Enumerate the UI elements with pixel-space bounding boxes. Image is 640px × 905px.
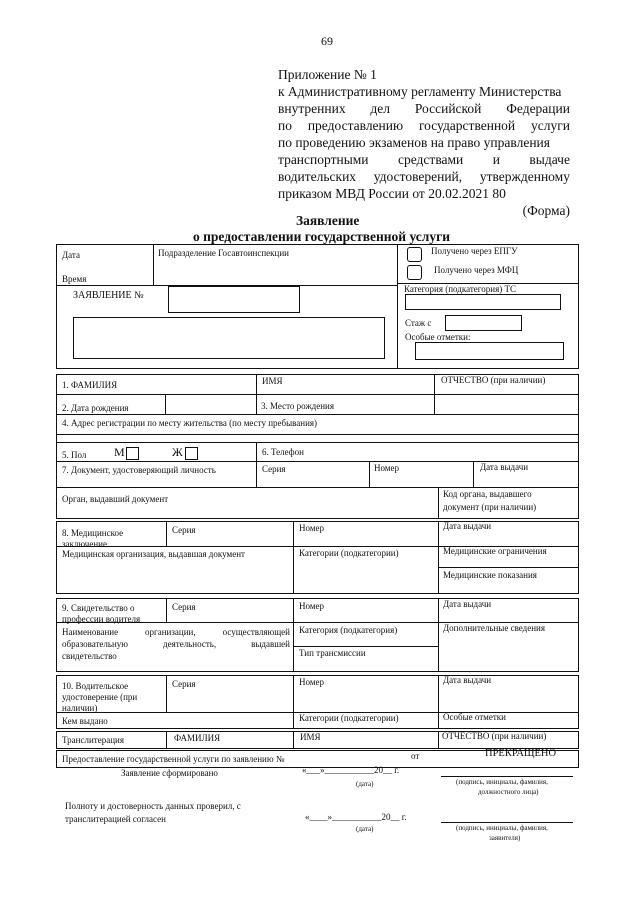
date-label: Дата xyxy=(62,250,80,260)
formed-date-caption: (дата) xyxy=(356,780,374,788)
appendix-word: транспортными xyxy=(278,152,369,167)
certificate-label-1: 9. Свидетельство о xyxy=(62,603,135,613)
applicant-signature-line[interactable] xyxy=(441,822,573,823)
applicant-signature-caption-2: заявителя) xyxy=(489,834,521,842)
issuer-code-label-1: Код органа, выдавшего xyxy=(443,489,532,499)
appendix-word: предоставлению xyxy=(307,118,404,133)
epgu-checkbox[interactable] xyxy=(407,247,422,262)
license-categories-label: Категории (подкатегории) xyxy=(299,713,399,723)
appendix-word: утвержденному xyxy=(479,169,570,184)
epgu-label: Получено через ЕПГУ xyxy=(431,246,518,256)
appendix-line-6 xyxy=(278,168,570,185)
certificate-org-label xyxy=(62,626,290,662)
issuer-code-label-2: документ (при наличии) xyxy=(443,502,537,512)
doc-subtitle: о предоставлении государственной услуги xyxy=(193,229,451,244)
certificate-issue-date-label: Дата выдачи xyxy=(443,599,492,609)
translit-label: Транслитерация xyxy=(62,735,124,745)
birth-date-label: 2. Дата рождения xyxy=(62,403,129,413)
page-number: 69 xyxy=(321,34,333,48)
address-label: 4. Адрес регистрации по месту жительства (по месту пребывания) xyxy=(62,418,318,428)
id-series-label: Серия xyxy=(262,464,286,474)
medical-label-1: 8. Медицинское xyxy=(62,528,124,538)
special-marks-label: Особые отметки: xyxy=(405,332,471,342)
mfc-label: Получено через МФЦ xyxy=(434,265,519,275)
appendix-word: государственной xyxy=(418,118,516,133)
application-number-field[interactable] xyxy=(168,286,300,313)
applicant-date-caption: (дата) xyxy=(356,825,374,833)
license-label-1: 10. Водительское xyxy=(62,681,129,691)
medical-series-label: Серия xyxy=(172,525,196,535)
appendix-word: выдаче xyxy=(529,152,570,167)
experience-field[interactable] xyxy=(445,315,522,331)
certificate-number-label: Номер xyxy=(299,601,325,611)
certificate-category-label: Категория (подкатегория) xyxy=(299,625,398,635)
applicant-date-field[interactable]: «____»___________20__ г. xyxy=(305,812,407,822)
certificate-label-2: профессии водителя xyxy=(62,614,141,624)
license-label-2: удостоверение (при xyxy=(62,692,138,702)
name-label: ИМЯ xyxy=(262,376,283,386)
license-number-label: Номер xyxy=(299,677,325,687)
doc-title: Заявление xyxy=(296,213,360,228)
appendix-word: дел xyxy=(370,101,391,116)
checked-label-2: транслитерацией согласен xyxy=(65,814,166,824)
female-label: Ж xyxy=(172,445,183,459)
appendix-word: удостоверений, xyxy=(373,169,463,184)
appendix-word: и xyxy=(492,152,500,167)
vehicle-category-label: Категория (подкатегория) ТС xyxy=(404,284,516,294)
medical-number-label: Номер xyxy=(299,523,325,533)
medical-label-2: заключение xyxy=(62,539,107,549)
medical-categories-label: Категории (подкатегории) xyxy=(299,548,399,558)
experience-label: Стаж с xyxy=(405,318,432,328)
translit-patronymic-label: ОТЧЕСТВО (при наличии) xyxy=(442,731,547,741)
appendix-word: водительских xyxy=(278,169,357,184)
official-signature-caption-2: должностного лица) xyxy=(478,788,539,796)
appendix-line-1: к Административному регламенту Министерства xyxy=(278,84,562,99)
id-number-label: Номер xyxy=(374,463,400,473)
transmission-label: Тип трансмиссии xyxy=(299,648,366,658)
applicant-signature-caption-1: (подпись, инициалы, фамилия, xyxy=(456,824,548,832)
sex-label: 5. Пол xyxy=(62,450,87,460)
appendix-title: Приложение № 1 xyxy=(278,67,377,82)
certificate-series-label: Серия xyxy=(172,602,196,612)
checked-label-1: Полнотy и достоверность данных проверил, с xyxy=(65,801,241,811)
license-special-label: Особые отметки xyxy=(443,712,506,722)
medical-indications-label: Медицинские показания xyxy=(443,570,537,580)
medical-restrictions-label: Медицинские ограничения xyxy=(443,546,547,556)
vehicle-category-field[interactable] xyxy=(405,294,561,310)
application-number-label: ЗАЯВЛЕНИЕ № xyxy=(73,290,144,301)
appendix-line-3 xyxy=(278,117,570,134)
certificate-org-word: деятельность, xyxy=(163,639,217,649)
service-label: Предоставление государственной услуги по заявлению № xyxy=(62,754,285,764)
appendix-word: по xyxy=(278,118,292,133)
translit-surname-label: ФАМИЛИЯ xyxy=(174,733,221,743)
issuer-label: Орган, выдавший документ xyxy=(62,494,169,504)
appendix-line-5 xyxy=(278,151,570,168)
id-issue-date-label: Дата выдачи xyxy=(480,462,529,472)
male-label: М xyxy=(114,445,125,459)
certificate-org-word: выдавшей xyxy=(251,639,290,649)
certificate-org-word: осуществляющей xyxy=(222,627,290,637)
license-issued-by-label: Кем выдано xyxy=(62,716,108,726)
certificate-org-word: организации, xyxy=(145,627,196,637)
formed-label: Заявление сформировано xyxy=(121,768,218,778)
appendix-word: внутренних xyxy=(278,101,346,116)
form-label: (Форма) xyxy=(522,203,570,218)
certificate-org-word: образовательную xyxy=(62,639,129,649)
translit-name-label: ИМЯ xyxy=(300,732,321,742)
official-signature-line[interactable] xyxy=(441,776,573,777)
license-issue-date-label: Дата выдачи xyxy=(443,675,492,685)
appendix-line-4: по проведению экзаменов на право управления xyxy=(278,135,550,150)
appendix-line-2 xyxy=(278,100,570,117)
medical-issue-date-label: Дата выдачи xyxy=(443,521,492,531)
phone-label: 6. Телефон xyxy=(262,447,304,457)
terminated-label: ПРЕКРАЩЕНО xyxy=(485,748,557,759)
certificate-org-word: Наименование xyxy=(62,627,119,637)
formed-date-field[interactable]: «___»___________20__ г. xyxy=(302,765,400,775)
appendix-word: услуги xyxy=(531,118,570,133)
medical-org-label: Медицинская организация, выдавшая документ xyxy=(62,549,245,559)
patronymic-label: ОТЧЕСТВО (при наличии) xyxy=(441,375,546,385)
license-label-3: наличии) xyxy=(62,703,98,713)
appendix-line-7: приказом МВД России от 20.02.2021 80 xyxy=(278,186,506,201)
appendix-word: Федерации xyxy=(506,101,570,116)
service-from-label: от xyxy=(411,751,420,761)
male-checkbox[interactable] xyxy=(126,447,139,460)
special-marks-field[interactable] xyxy=(415,342,564,360)
application-text-field[interactable] xyxy=(73,317,385,359)
official-signature-caption-1: (подпись, инициалы, фамилия, xyxy=(456,778,548,786)
time-label: Время xyxy=(62,274,87,284)
appendix-word: средствами xyxy=(398,152,464,167)
id-document-label: 7. Документ, удостоверяющий личность xyxy=(62,465,216,475)
certificate-org-word: свидетельство xyxy=(62,651,117,661)
female-checkbox[interactable] xyxy=(185,447,198,460)
surname-label: 1. ФАМИЛИЯ xyxy=(62,380,118,390)
appendix-word: Российской xyxy=(414,101,482,116)
appendix-block xyxy=(278,66,570,219)
certificate-extra-label: Дополнительные сведения xyxy=(443,623,546,633)
unit-label: Подразделение Госавтоинспекции xyxy=(158,248,289,258)
birth-place-label: 3. Место рождения xyxy=(261,401,335,411)
mfc-checkbox[interactable] xyxy=(407,265,422,280)
license-series-label: Серия xyxy=(172,679,196,689)
